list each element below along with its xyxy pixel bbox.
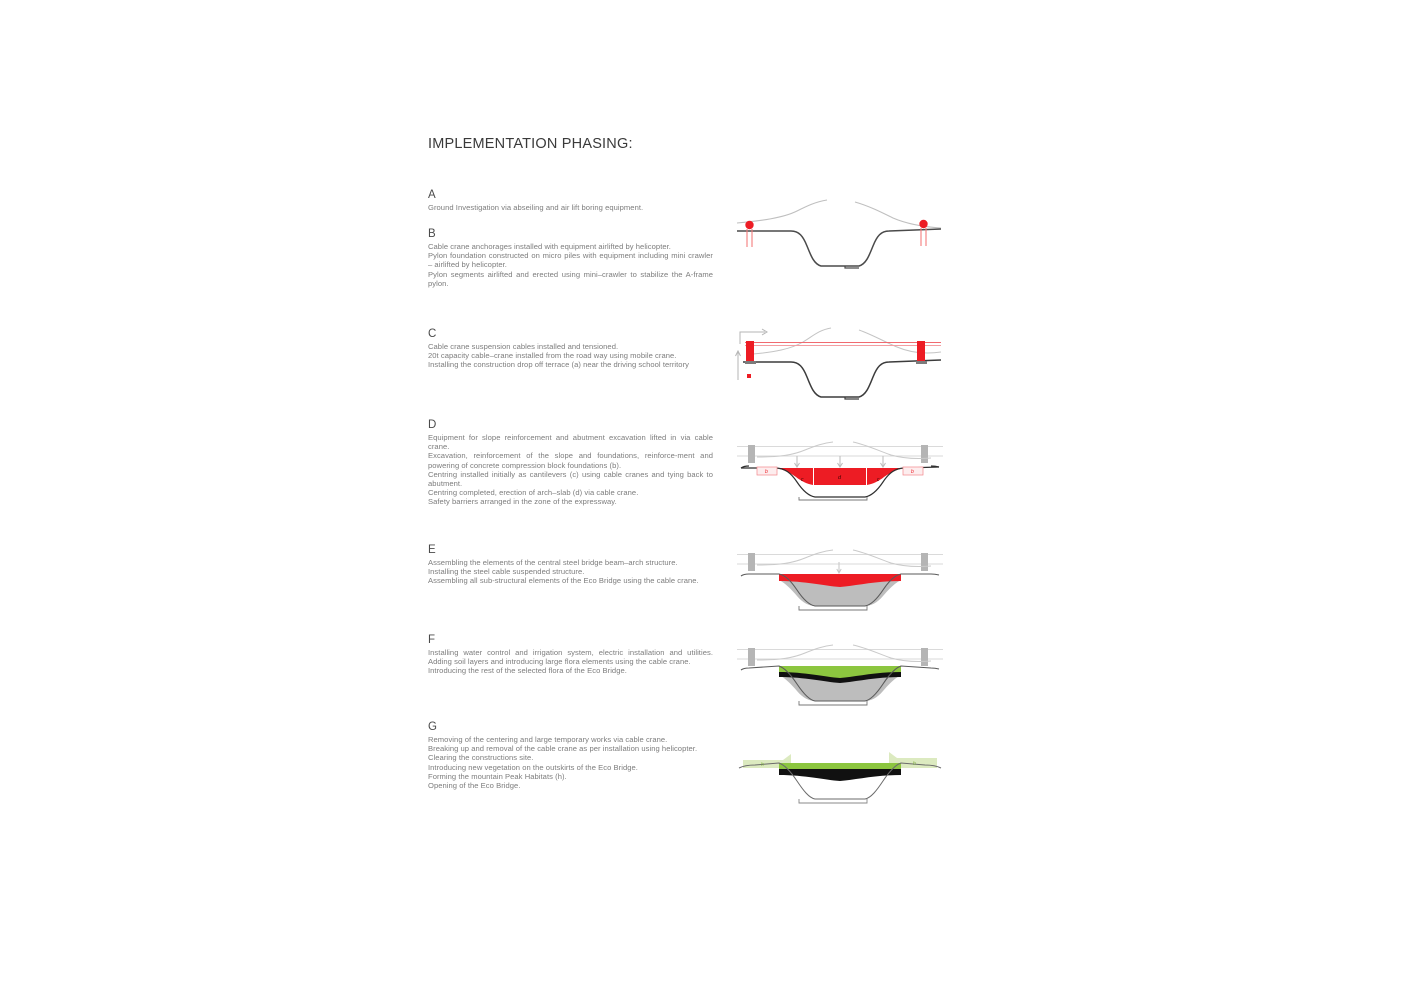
centring-left-mass [775, 468, 813, 485]
phase-text-e-line-2: Installing the steel cable suspended structure. [428, 567, 585, 577]
phase-block-g [428, 720, 713, 790]
valley-profile-path [737, 229, 941, 266]
phase-text-d-line-1: Equipment for slope reinforcement and abutment excavation lifted in via cable crane. [428, 433, 713, 452]
marker-b-left [757, 467, 777, 475]
anchorage-right-icon [919, 220, 927, 246]
phase-f-svg [735, 643, 945, 719]
phase-text-g-line-2: Breaking up and removal of the cable crane as per installation using helicopter. [428, 744, 698, 754]
pylon-right-base [916, 361, 927, 364]
load-arrows-icon [795, 456, 886, 467]
marker-h-right-label: h [913, 761, 916, 767]
anchorage-left-dot [745, 221, 753, 229]
phase-text-d-line-2: Excavation, reinforcement of the slope and foundations, reinforce-ment and powering of concrete compression block foundations (b). [428, 451, 713, 470]
phase-text-g-line-4: Introducing new vegetation on the outskirts of the Eco Bridge. [428, 762, 638, 772]
pylon-left-tower [748, 445, 755, 463]
marker-c-right-label: c [877, 477, 880, 483]
marker-d-center-label: d [838, 475, 841, 481]
phase-c-svg [735, 318, 945, 404]
phase-text-d-line-4: Centring completed, erection of arch–slab (d) via cable crane. [428, 488, 639, 498]
phase-letter-b: B [428, 228, 436, 240]
phase-letter-f: F [428, 634, 436, 646]
phase-block-a [428, 188, 713, 212]
phase-e-svg [735, 548, 945, 624]
phase-text-a-line-1: Ground Investigation via abseiling and air lift boring equipment. [428, 203, 644, 212]
phase-text-c-line-2: 20t capacity cable–crane installed from the road way using mobile crane. [428, 351, 677, 361]
phase-letter-d: D [428, 419, 437, 431]
marker-b-right-label: b [911, 469, 914, 476]
pylon-right-tower [921, 648, 928, 666]
phase-text-b-line-3: Pylon segments airlifted and erected using mini–crawler to stabilize the A-frame pylon. [428, 269, 713, 288]
page-title: IMPLEMENTATION PHASING: [428, 136, 633, 152]
terrain-upper-right-line [859, 330, 941, 353]
phase-block-c [428, 327, 713, 370]
phase-block-f [428, 633, 713, 676]
pylon-left-base [745, 361, 756, 364]
marker-a [747, 374, 751, 379]
phase-block-d [428, 418, 713, 507]
marker-h-left-label: h [761, 762, 764, 768]
terrain-upper-left-line [757, 550, 833, 565]
phase-text-b-line-1: Cable crane anchorages installed with equipment airlifted by helicopter. [428, 242, 671, 251]
pylon-left-tower [748, 648, 755, 666]
phase-c-diagram [735, 318, 945, 404]
anchorage-left-icon [745, 221, 753, 247]
phase-letter-e: E [428, 544, 436, 556]
phase-text-g-line-6: Opening of the Eco Bridge. [428, 781, 521, 791]
phase-text-d-line-3: Centring installed initially as cantilevers (c) using cable cranes and tying back to abutment. [428, 469, 713, 489]
phase-g-svg [735, 740, 945, 820]
deck-structure-band [779, 769, 901, 781]
pylon-right-tower [921, 553, 928, 571]
phase-f-diagram [735, 643, 945, 719]
phase-d-svg [735, 440, 945, 516]
pylon-left-block [746, 341, 754, 362]
valley-profile-path [743, 360, 941, 397]
phase-text-c-line-3: Installing the construction drop off terrace (a) near the driving school territory [428, 360, 690, 370]
phase-text-c-line-1: Cable crane suspension cables installed and tensioned. [428, 342, 619, 351]
phase-block-e [428, 543, 713, 586]
phase-d-diagram [735, 440, 945, 516]
phase-block-b [428, 227, 713, 288]
valley-floor-notch [799, 799, 867, 803]
phase-b-svg [735, 198, 945, 284]
pylon-right-block [917, 341, 925, 362]
pylon-right-tower [921, 445, 928, 463]
phase-letter-a: A [428, 189, 436, 201]
terrain-upper-left-line [737, 200, 827, 223]
phase-g-diagram [735, 740, 945, 820]
phase-text-d-line-5: Safety barriers arranged in the zone of the expressway. [428, 497, 617, 507]
marker-c-left-label: c [801, 477, 804, 483]
terrain-upper-left-line [757, 442, 833, 457]
terrain-upper-left-line [757, 645, 833, 660]
marker-b-right [903, 467, 923, 475]
anchorage-right-dot [919, 220, 927, 228]
marker-b-left-label: b [765, 469, 768, 476]
phase-text-g-line-1: Removing of the centering and large temporary works via cable crane. [428, 735, 668, 744]
terrain-upper-right-line [855, 202, 941, 228]
phase-text-f-line-1: Installing water control and irrigation system, electric installation and utilities. Adding soil layers and introducing large flora elements using the cable crane. [428, 648, 713, 667]
valley-floor-notch [799, 606, 867, 610]
phase-text-g-line-3: Clearing the constructions site. [428, 753, 534, 763]
phase-text-e-line-3: Assembling all sub-structural elements of the Eco Bridge using the cable crane. [428, 576, 699, 586]
phase-text-b-line-2: Pylon foundation constructed on micro piles with equipment including mini crawler – airlifted by helicopter. [428, 251, 713, 270]
phase-e-diagram [735, 548, 945, 624]
phase-letter-c: C [428, 328, 437, 340]
pylon-left-tower [748, 553, 755, 571]
phase-text-f-line-2: Introducing the rest of the selected flora of the Eco Bridge. [428, 666, 627, 676]
phase-text-e-line-1: Assembling the elements of the central steel bridge beam–arch structure. [428, 558, 678, 567]
phase-letter-g: G [428, 721, 437, 733]
phase-b-diagram [735, 198, 945, 284]
marker-a-label: a [748, 374, 750, 379]
phase-text-g-line-5: Forming the mountain Peak Habitats (h). [428, 771, 567, 781]
valley-floor-notch [799, 701, 867, 705]
centring-right-mass [867, 468, 905, 485]
